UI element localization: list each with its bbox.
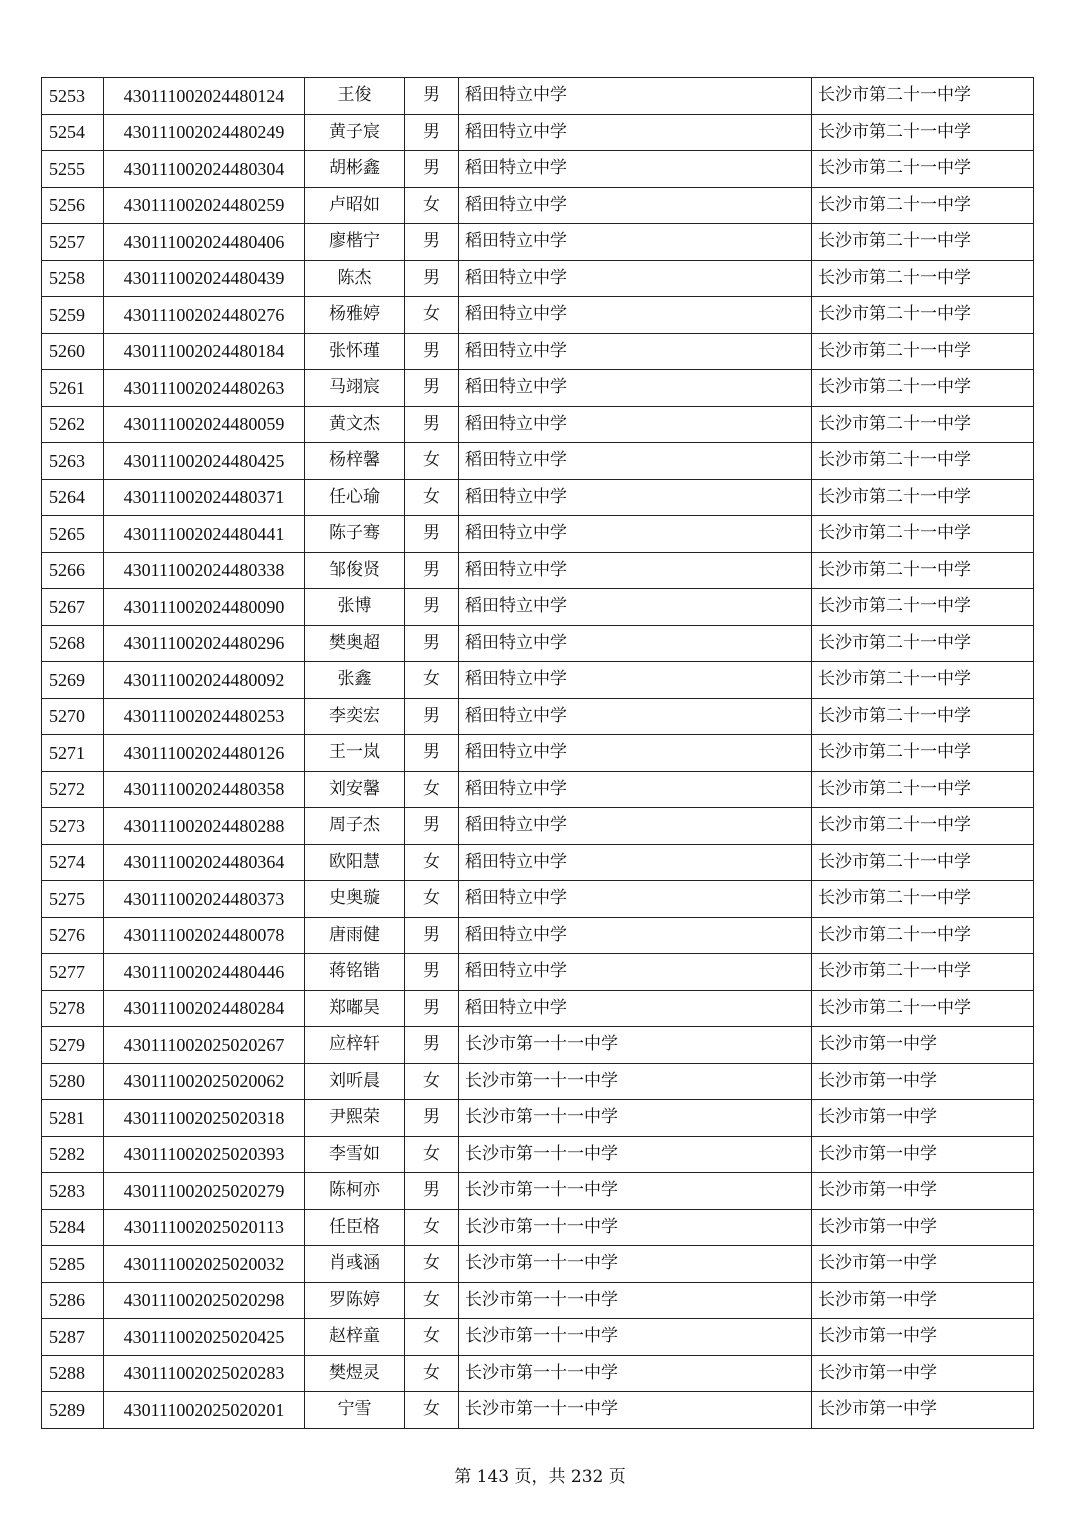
admitted-school: 长沙市第二十一中学 — [812, 552, 1034, 589]
roster-table — [41, 77, 1034, 1429]
admitted-school: 长沙市第二十一中学 — [812, 771, 1034, 808]
table-row — [42, 1282, 1034, 1319]
row-number: 5262 — [42, 406, 104, 443]
student-sex: 女 — [405, 1246, 459, 1283]
origin-school: 稻田特立中学 — [459, 297, 812, 334]
admitted-school: 长沙市第二十一中学 — [812, 516, 1034, 553]
table-row — [42, 1173, 1034, 1210]
admitted-school: 长沙市第二十一中学 — [812, 735, 1034, 772]
student-id: 430111002024480126 — [104, 735, 305, 772]
row-number: 5288 — [42, 1355, 104, 1392]
row-number: 5273 — [42, 808, 104, 845]
student-id: 430111002025020279 — [104, 1173, 305, 1210]
origin-school: 稻田特立中学 — [459, 224, 812, 261]
student-name: 蒋铭锴 — [305, 954, 405, 991]
student-id: 430111002024480358 — [104, 771, 305, 808]
row-number: 5285 — [42, 1246, 104, 1283]
row-number: 5274 — [42, 844, 104, 881]
student-name: 黄子宸 — [305, 114, 405, 151]
origin-school: 稻田特立中学 — [459, 662, 812, 699]
admitted-school: 长沙市第二十一中学 — [812, 479, 1034, 516]
student-sex: 女 — [405, 771, 459, 808]
table-row — [42, 917, 1034, 954]
admitted-school: 长沙市第一中学 — [812, 1209, 1034, 1246]
admitted-school: 长沙市第一中学 — [812, 1027, 1034, 1064]
row-number: 5257 — [42, 224, 104, 261]
admitted-school: 长沙市第二十一中学 — [812, 297, 1034, 334]
row-number: 5287 — [42, 1319, 104, 1356]
origin-school: 长沙市第一十一中学 — [459, 1246, 812, 1283]
row-number: 5254 — [42, 114, 104, 151]
row-number: 5265 — [42, 516, 104, 553]
student-id: 430111002024480092 — [104, 662, 305, 699]
admitted-school: 长沙市第二十一中学 — [812, 954, 1034, 991]
student-id: 430111002024480090 — [104, 589, 305, 626]
table-row — [42, 78, 1034, 115]
student-sex: 女 — [405, 1319, 459, 1356]
table-row — [42, 844, 1034, 881]
row-number: 5267 — [42, 589, 104, 626]
row-number: 5271 — [42, 735, 104, 772]
row-number: 5258 — [42, 260, 104, 297]
admitted-school: 长沙市第二十一中学 — [812, 808, 1034, 845]
origin-school: 稻田特立中学 — [459, 370, 812, 407]
table-row — [42, 808, 1034, 845]
page-footer: 第 143 页，共 232 页 — [454, 1467, 626, 1487]
row-number: 5286 — [42, 1282, 104, 1319]
student-id: 430111002025020393 — [104, 1136, 305, 1173]
table-row — [42, 1246, 1034, 1283]
admitted-school: 长沙市第二十一中学 — [812, 260, 1034, 297]
origin-school: 稻田特立中学 — [459, 735, 812, 772]
student-id: 430111002025020298 — [104, 1282, 305, 1319]
student-id: 430111002024480296 — [104, 625, 305, 662]
student-name: 尹熙荣 — [305, 1100, 405, 1137]
student-name: 张博 — [305, 589, 405, 626]
row-number: 5278 — [42, 990, 104, 1027]
student-name: 周子杰 — [305, 808, 405, 845]
student-name: 杨雅婷 — [305, 297, 405, 334]
table-row — [42, 297, 1034, 334]
origin-school: 稻田特立中学 — [459, 114, 812, 151]
origin-school: 长沙市第一十一中学 — [459, 1282, 812, 1319]
student-id: 430111002024480284 — [104, 990, 305, 1027]
student-sex: 男 — [405, 698, 459, 735]
student-name: 王一岚 — [305, 735, 405, 772]
student-sex: 女 — [405, 187, 459, 224]
origin-school: 稻田特立中学 — [459, 443, 812, 480]
admitted-school: 长沙市第一中学 — [812, 1282, 1034, 1319]
origin-school: 稻田特立中学 — [459, 406, 812, 443]
admitted-school: 长沙市第一中学 — [812, 1173, 1034, 1210]
row-number: 5276 — [42, 917, 104, 954]
student-id: 430111002024480276 — [104, 297, 305, 334]
row-number: 5268 — [42, 625, 104, 662]
admitted-school: 长沙市第一中学 — [812, 1355, 1034, 1392]
table-row — [42, 1392, 1034, 1429]
row-number: 5270 — [42, 698, 104, 735]
student-sex: 男 — [405, 224, 459, 261]
student-sex: 女 — [405, 881, 459, 918]
table-row — [42, 771, 1034, 808]
student-sex: 女 — [405, 1392, 459, 1429]
student-sex: 男 — [405, 406, 459, 443]
student-name: 廖楷宁 — [305, 224, 405, 261]
student-name: 王俊 — [305, 78, 405, 115]
admitted-school: 长沙市第二十一中学 — [812, 662, 1034, 699]
student-name: 杨梓馨 — [305, 443, 405, 480]
table-row — [42, 370, 1034, 407]
admitted-school: 长沙市第一中学 — [812, 1100, 1034, 1137]
student-sex: 女 — [405, 297, 459, 334]
table-row — [42, 735, 1034, 772]
row-number: 5282 — [42, 1136, 104, 1173]
student-id: 430111002025020201 — [104, 1392, 305, 1429]
student-name: 唐雨健 — [305, 917, 405, 954]
admitted-school: 长沙市第二十一中学 — [812, 443, 1034, 480]
roster-body — [42, 78, 1034, 1429]
origin-school: 稻田特立中学 — [459, 881, 812, 918]
admitted-school: 长沙市第一中学 — [812, 1063, 1034, 1100]
row-number: 5281 — [42, 1100, 104, 1137]
student-id: 430111002025020267 — [104, 1027, 305, 1064]
row-number: 5255 — [42, 151, 104, 188]
student-name: 李雪如 — [305, 1136, 405, 1173]
origin-school: 稻田特立中学 — [459, 479, 812, 516]
row-number: 5259 — [42, 297, 104, 334]
origin-school: 稻田特立中学 — [459, 151, 812, 188]
student-sex: 女 — [405, 1355, 459, 1392]
student-id: 430111002024480253 — [104, 698, 305, 735]
origin-school: 长沙市第一十一中学 — [459, 1355, 812, 1392]
admitted-school: 长沙市第一中学 — [812, 1136, 1034, 1173]
origin-school: 稻田特立中学 — [459, 589, 812, 626]
student-id: 430111002024480441 — [104, 516, 305, 553]
origin-school: 稻田特立中学 — [459, 78, 812, 115]
student-sex: 男 — [405, 260, 459, 297]
origin-school: 稻田特立中学 — [459, 990, 812, 1027]
row-number: 5275 — [42, 881, 104, 918]
row-number: 5256 — [42, 187, 104, 224]
student-sex: 男 — [405, 370, 459, 407]
student-sex: 女 — [405, 844, 459, 881]
student-name: 黄文杰 — [305, 406, 405, 443]
student-id: 430111002024480439 — [104, 260, 305, 297]
origin-school: 长沙市第一十一中学 — [459, 1209, 812, 1246]
origin-school: 长沙市第一十一中学 — [459, 1319, 812, 1356]
student-name: 卢昭如 — [305, 187, 405, 224]
admitted-school: 长沙市第二十一中学 — [812, 114, 1034, 151]
row-number: 5260 — [42, 333, 104, 370]
admitted-school: 长沙市第二十一中学 — [812, 589, 1034, 626]
student-id: 430111002024480338 — [104, 552, 305, 589]
student-name: 郑嘟昊 — [305, 990, 405, 1027]
student-id: 430111002024480406 — [104, 224, 305, 261]
student-sex: 男 — [405, 151, 459, 188]
row-number: 5266 — [42, 552, 104, 589]
admitted-school: 长沙市第二十一中学 — [812, 844, 1034, 881]
student-sex: 男 — [405, 516, 459, 553]
table-row — [42, 1100, 1034, 1137]
student-id: 430111002025020425 — [104, 1319, 305, 1356]
table-row — [42, 552, 1034, 589]
row-number: 5277 — [42, 954, 104, 991]
table-row — [42, 1027, 1034, 1064]
student-id: 430111002024480259 — [104, 187, 305, 224]
student-name: 李奕宏 — [305, 698, 405, 735]
table-row — [42, 1063, 1034, 1100]
table-row — [42, 881, 1034, 918]
student-sex: 男 — [405, 589, 459, 626]
origin-school: 长沙市第一十一中学 — [459, 1100, 812, 1137]
student-sex: 男 — [405, 1100, 459, 1137]
table-row — [42, 625, 1034, 662]
row-number: 5264 — [42, 479, 104, 516]
student-name: 史奥璇 — [305, 881, 405, 918]
table-row — [42, 187, 1034, 224]
student-id: 430111002025020113 — [104, 1209, 305, 1246]
admitted-school: 长沙市第二十一中学 — [812, 406, 1034, 443]
row-number: 5279 — [42, 1027, 104, 1064]
admitted-school: 长沙市第二十一中学 — [812, 187, 1034, 224]
origin-school: 稻田特立中学 — [459, 698, 812, 735]
student-sex: 女 — [405, 1136, 459, 1173]
student-name: 马翊宸 — [305, 370, 405, 407]
student-sex: 男 — [405, 114, 459, 151]
origin-school: 稻田特立中学 — [459, 808, 812, 845]
admitted-school: 长沙市第二十一中学 — [812, 625, 1034, 662]
row-number: 5269 — [42, 662, 104, 699]
table-row — [42, 406, 1034, 443]
admitted-school: 长沙市第二十一中学 — [812, 698, 1034, 735]
student-name: 陈杰 — [305, 260, 405, 297]
table-row — [42, 698, 1034, 735]
row-number: 5284 — [42, 1209, 104, 1246]
table-row — [42, 662, 1034, 699]
student-id: 430111002024480059 — [104, 406, 305, 443]
origin-school: 长沙市第一十一中学 — [459, 1027, 812, 1064]
row-number: 5283 — [42, 1173, 104, 1210]
student-id: 430111002025020283 — [104, 1355, 305, 1392]
row-number: 5272 — [42, 771, 104, 808]
origin-school: 稻田特立中学 — [459, 552, 812, 589]
student-name: 胡彬鑫 — [305, 151, 405, 188]
origin-school: 稻田特立中学 — [459, 516, 812, 553]
student-name: 张怀瑾 — [305, 333, 405, 370]
admitted-school: 长沙市第二十一中学 — [812, 78, 1034, 115]
student-name: 应梓轩 — [305, 1027, 405, 1064]
admitted-school: 长沙市第二十一中学 — [812, 224, 1034, 261]
student-name: 陈柯亦 — [305, 1173, 405, 1210]
admitted-school: 长沙市第一中学 — [812, 1246, 1034, 1283]
student-sex: 女 — [405, 1282, 459, 1319]
student-sex: 女 — [405, 662, 459, 699]
origin-school: 稻田特立中学 — [459, 771, 812, 808]
admitted-school: 长沙市第二十一中学 — [812, 881, 1034, 918]
student-name: 邹俊贤 — [305, 552, 405, 589]
origin-school: 稻田特立中学 — [459, 917, 812, 954]
table-row — [42, 260, 1034, 297]
origin-school: 稻田特立中学 — [459, 625, 812, 662]
origin-school: 长沙市第一十一中学 — [459, 1173, 812, 1210]
admitted-school: 长沙市第二十一中学 — [812, 990, 1034, 1027]
student-sex: 男 — [405, 954, 459, 991]
student-id: 430111002025020318 — [104, 1100, 305, 1137]
student-sex: 女 — [405, 443, 459, 480]
admitted-school: 长沙市第一中学 — [812, 1392, 1034, 1429]
student-id: 430111002024480184 — [104, 333, 305, 370]
student-sex: 男 — [405, 1027, 459, 1064]
table-row — [42, 1355, 1034, 1392]
table-row — [42, 114, 1034, 151]
table-row — [42, 151, 1034, 188]
student-name: 樊煜灵 — [305, 1355, 405, 1392]
student-name: 樊奥超 — [305, 625, 405, 662]
table-row — [42, 1319, 1034, 1356]
table-row — [42, 1209, 1034, 1246]
student-id: 430111002024480263 — [104, 370, 305, 407]
row-number: 5289 — [42, 1392, 104, 1429]
student-sex: 男 — [405, 735, 459, 772]
origin-school: 长沙市第一十一中学 — [459, 1136, 812, 1173]
row-number: 5280 — [42, 1063, 104, 1100]
table-row — [42, 954, 1034, 991]
student-sex: 男 — [405, 808, 459, 845]
student-name: 张鑫 — [305, 662, 405, 699]
student-name: 任心瑜 — [305, 479, 405, 516]
origin-school: 稻田特立中学 — [459, 260, 812, 297]
table-row — [42, 443, 1034, 480]
student-name: 刘听晨 — [305, 1063, 405, 1100]
student-name: 欧阳慧 — [305, 844, 405, 881]
student-id: 430111002024480373 — [104, 881, 305, 918]
student-sex: 男 — [405, 552, 459, 589]
student-sex: 女 — [405, 479, 459, 516]
row-number: 5263 — [42, 443, 104, 480]
student-name: 任臣格 — [305, 1209, 405, 1246]
origin-school: 稻田特立中学 — [459, 844, 812, 881]
student-id: 430111002024480249 — [104, 114, 305, 151]
student-sex: 男 — [405, 625, 459, 662]
table-row — [42, 1136, 1034, 1173]
student-id: 430111002024480364 — [104, 844, 305, 881]
origin-school: 稻田特立中学 — [459, 187, 812, 224]
admitted-school: 长沙市第二十一中学 — [812, 333, 1034, 370]
table-row — [42, 333, 1034, 370]
origin-school: 稻田特立中学 — [459, 954, 812, 991]
student-id: 430111002024480288 — [104, 808, 305, 845]
table-row — [42, 479, 1034, 516]
student-name: 宁雪 — [305, 1392, 405, 1429]
origin-school: 长沙市第一十一中学 — [459, 1392, 812, 1429]
student-sex: 女 — [405, 1209, 459, 1246]
origin-school: 稻田特立中学 — [459, 333, 812, 370]
table-row — [42, 589, 1034, 626]
student-sex: 女 — [405, 1063, 459, 1100]
admitted-school: 长沙市第二十一中学 — [812, 917, 1034, 954]
table-row — [42, 990, 1034, 1027]
student-id: 430111002024480425 — [104, 443, 305, 480]
row-number: 5253 — [42, 78, 104, 115]
student-id: 430111002024480446 — [104, 954, 305, 991]
student-id: 430111002025020062 — [104, 1063, 305, 1100]
admitted-school: 长沙市第二十一中学 — [812, 151, 1034, 188]
admitted-school: 长沙市第一中学 — [812, 1319, 1034, 1356]
student-id: 430111002024480124 — [104, 78, 305, 115]
student-sex: 男 — [405, 1173, 459, 1210]
student-sex: 男 — [405, 78, 459, 115]
student-sex: 男 — [405, 333, 459, 370]
student-id: 430111002024480371 — [104, 479, 305, 516]
student-name: 肖彧涵 — [305, 1246, 405, 1283]
student-name: 罗陈婷 — [305, 1282, 405, 1319]
row-number: 5261 — [42, 370, 104, 407]
student-name: 赵梓童 — [305, 1319, 405, 1356]
table-row — [42, 516, 1034, 553]
student-name: 陈子骞 — [305, 516, 405, 553]
student-id: 430111002025020032 — [104, 1246, 305, 1283]
admitted-school: 长沙市第二十一中学 — [812, 370, 1034, 407]
student-id: 430111002024480304 — [104, 151, 305, 188]
student-name: 刘安馨 — [305, 771, 405, 808]
origin-school: 长沙市第一十一中学 — [459, 1063, 812, 1100]
table-row — [42, 224, 1034, 261]
student-id: 430111002024480078 — [104, 917, 305, 954]
student-sex: 男 — [405, 990, 459, 1027]
student-sex: 男 — [405, 917, 459, 954]
